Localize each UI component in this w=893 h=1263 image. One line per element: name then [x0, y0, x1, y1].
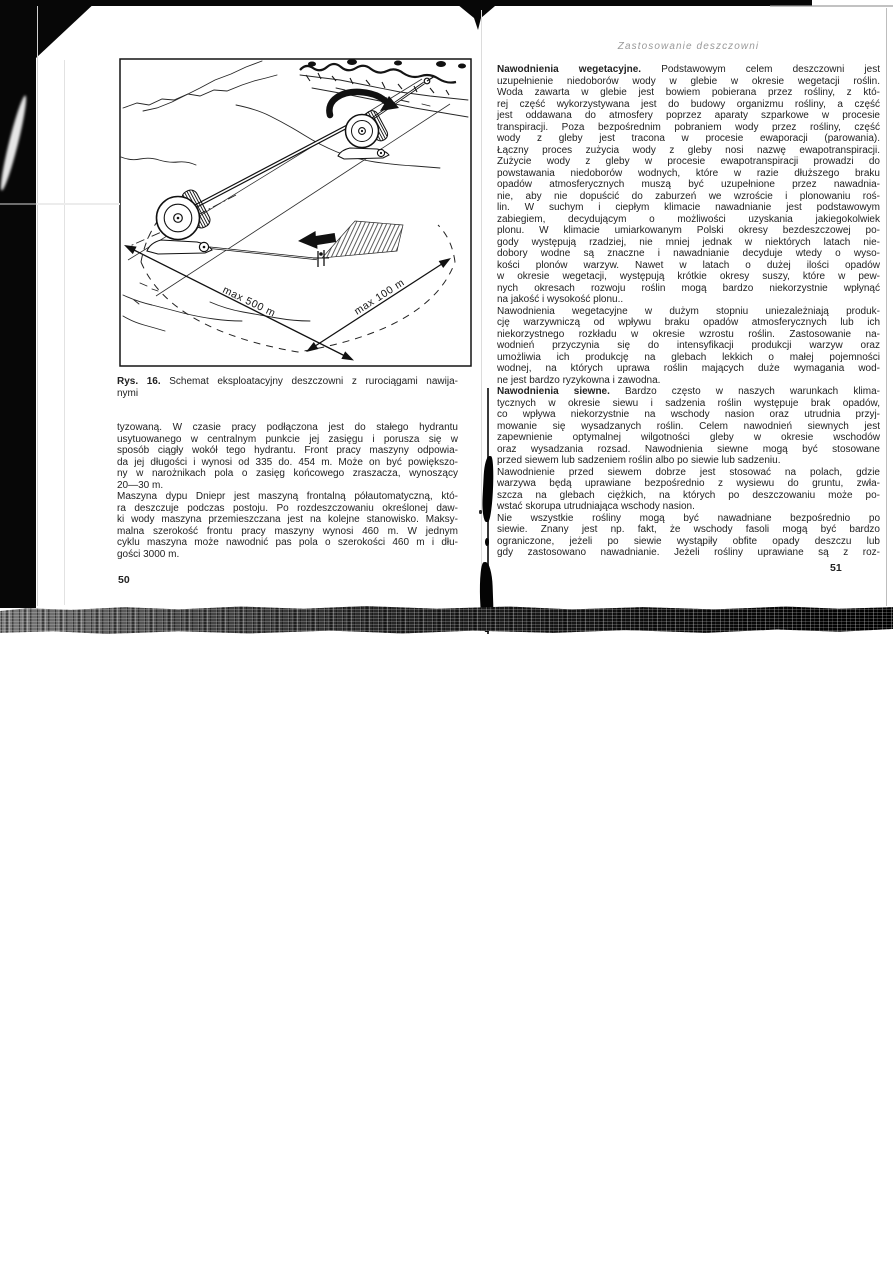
scan-top-edge-faint	[770, 5, 893, 7]
scan-scratch	[36, 203, 120, 205]
scan-page-bottom-edge-grain	[0, 606, 893, 634]
gutter-ink-smudge	[481, 456, 494, 522]
figure-caption	[117, 376, 458, 399]
scan-black-left-edge	[0, 0, 36, 608]
text-line: Maszyna dypu Dniepr jest maszyną frontalną półautomatyczną, któ-	[117, 491, 458, 502]
text-line: zabiegiem, decydującym o możliwości uzyskania jakiegokolwiek	[497, 213, 880, 225]
gutter-shadow-wedge	[452, 0, 502, 30]
text-line: Nawodnienia siewne. Bardzo często w naszych warunkach klima-	[497, 386, 880, 397]
text-line: Rys. 16. Schemat eksploatacyjny deszczowni z rurociągami nawija-	[117, 376, 458, 387]
text-line: na jakość i wysokość plonu..	[497, 294, 624, 305]
left-page-body-text	[117, 422, 458, 560]
text-line: wody z gleby jest tracona w procesie ewaporacji (parowania).	[497, 133, 880, 144]
dimension-label-100m: max 100 m	[352, 276, 407, 318]
text-line: da jej długości i wynosi od 335 do. 454 m. Może on być powiększo-	[117, 456, 458, 468]
dimension-label-500m: max 500 m	[220, 283, 278, 320]
sprinkler-machine-schematic-drawing	[119, 58, 472, 367]
text-line: niekorzystnego rozkładu w okresie wzrostu roślin. Zastosowanie na-	[497, 328, 880, 340]
text-line: ra deszczuje podczas postoju. Po rozdeszczowaniu określonej daw-	[117, 502, 458, 514]
text-line: rej część wykorzystywana jest do budowy organizmu rośliny, a część	[497, 98, 880, 110]
text-line: umożliwia ich produkcję na glebach lekkich o małej pojemności	[497, 351, 880, 363]
text-line: tyzowaną. W czasie pracy podłączona jest do stałego hydrantu	[117, 422, 458, 433]
text-line: gody występują rzadziej, nie mniej jednak w niektórych latach nie-	[497, 236, 880, 248]
right-page-edge-line	[886, 8, 887, 606]
text-line: Nawodnienia wegetacyjne w dużym stopniu uniezależniają produk-	[497, 305, 880, 317]
text-line: dobory wodne są znaczne i nawadnianie decyduje wtedy o wyso-	[497, 248, 880, 259]
paragraph	[497, 64, 880, 306]
text-line: Zużycie wody z gleby w procesie ewapotranspiracji prowadzi do	[497, 156, 880, 167]
gutter-ink-smudge	[485, 538, 489, 546]
text-line: wstać skorupa utrudniająca wschody nasion.	[497, 501, 695, 512]
running-head: Zastosowanie deszczowni	[617, 41, 760, 52]
text-line: gości 3000 m.	[117, 548, 180, 560]
text-line: malna szerokość frontu pracy maszyny wynosi 460 m. W jednym	[117, 525, 458, 537]
figure-rys-16	[119, 58, 472, 367]
left-page-shadow-line	[64, 60, 65, 605]
text-line: szcza na glebach ciężkich, na których po deszczowaniu może po-	[497, 489, 880, 501]
text-line: siewie. Znany jest np. fakt, że wschody fasoli mogą być bardzo	[497, 524, 880, 535]
paragraph	[117, 376, 458, 399]
scan-black-corner	[36, 0, 98, 58]
paragraph	[497, 306, 880, 387]
text-line: lin. W suchym i ciepłym klimacie nawadnianie jest podstawowym	[497, 202, 880, 213]
paragraph	[117, 491, 458, 560]
gutter-fold-line	[481, 10, 482, 605]
text-line: nymi	[117, 387, 139, 399]
text-line: cyklu maszyna może nawodnić pas pola o szerokości 460 m i dłu-	[117, 537, 458, 548]
text-line: usytuowanego w centralnym punkcie jej zasięgu i porusza się w	[117, 433, 458, 445]
text-line: 20—30 m.	[117, 479, 164, 491]
text-line: plonu. W klimacie umiarkowanym Polski okresy bezdeszczowej po-	[497, 225, 880, 236]
text-line: Woda zawarta w glebie jest bowiem pobierana przez rośliny, z któ-	[497, 87, 880, 98]
text-line: wodnej, na których uprawa roślin mających duże wymagania wod-	[497, 363, 880, 374]
paragraph	[497, 386, 880, 467]
text-line: co wpływa niekorzystnie na wschody nasion oraz utrudnia przyj-	[497, 409, 880, 420]
text-line: oraz wysadzania rozsad. Nawodnienia siewne mogą być stosowane	[497, 443, 880, 455]
scan-speck	[479, 510, 482, 514]
page-number-left: 50	[118, 574, 130, 586]
text-line: ki wody maszyna przemieszczana jest na kolejne stanowisko. Maksy-	[117, 514, 458, 525]
left-page-edge-line	[37, 6, 38, 606]
text-line: uzupełnienie niedoborów wody w glebie w okresie wegetacji roślin.	[497, 75, 880, 87]
paragraph	[497, 467, 880, 513]
text-line: nych okresach rozwoju roślin mogą bardzo niekorzystnie wpłynąć	[497, 282, 880, 294]
text-line: tycznych w okresie siewu i sadzenia roślin występuje brak opadów,	[497, 397, 880, 409]
text-line: Nawodnienia wegetacyjne. Podstawowym celem deszczowni jest	[497, 64, 880, 75]
text-line: sposób ciągły wokół tego hydrantu. Front pracy maszyny odpowia-	[117, 445, 458, 456]
text-line: Nawodnienie przed siewem dobrze jest stosować na polach, gdzie	[497, 466, 880, 478]
text-line: transpiracji. Poza bezpośrednim pobraniem wody przez rośliny, część	[497, 121, 880, 133]
text-line: przed siewem lub sadzeniem roślin albo po siewie lub sadzeniu.	[497, 455, 781, 466]
text-line: gdy zastosowano nawadnianie. Jeżeli rośliny uprawiane są z roz-	[497, 547, 880, 558]
text-line: zapewnienie optymalnej wilgotności gleby w okresie wschodów	[497, 432, 880, 443]
scan-scratch	[0, 203, 36, 205]
text-line: mowanie się wysadzanych roślin. Celem nawodnień siewnych jest	[497, 420, 880, 432]
text-line: Nie wszystkie rośliny mogą być nawadniane bezpośrednio po	[497, 512, 880, 524]
paragraph	[117, 422, 458, 491]
text-line: kości plonów warzyw. Nawet w latach o dużej ilości opadów	[497, 259, 880, 271]
paragraph	[497, 513, 880, 559]
text-line: cję warzywniczą od wpływu braku opadów atmosferycznych lub ich	[497, 317, 880, 328]
text-line: Łączny proces zużycia wody z gleby nosi nazwę ewapotranspiracji.	[497, 144, 880, 156]
text-line: ny w narożnikach pola o zasięg końcowego zraszacza, wynoszący	[117, 468, 458, 479]
text-line: opadów atmosferycznych muszą być uzupełnione przez nawadnia-	[497, 179, 880, 190]
text-line: jest oddawana do atmosfery poprzez aparaty szparkowe w procesie	[497, 110, 880, 121]
text-line: w okresie wegetacji, występują krótkie okresy suszy, które w pew-	[497, 271, 880, 282]
text-line: wodnień przyczynia się do intensyfikacji produkcji warzyw oraz	[497, 340, 880, 351]
right-page-body-text	[497, 64, 880, 559]
text-line: warzywa będą uprawiane bezpośrednio z wysiewu do gruntu, zwła-	[497, 478, 880, 489]
text-line: ograniczone, jeżeli po siewie wystąpiły obfite opady deszczu lub	[497, 535, 880, 547]
page-number-right: 51	[830, 562, 842, 574]
text-line: nie, aby nie dopuścić do zaburzeń we wzroście i plonowaniu roś-	[497, 190, 880, 202]
text-line: powstawania niedoborów wodnych, które w razie dłuższego braku	[497, 167, 880, 179]
text-line: ne jest bardzo ryzykowna i zawodna.	[497, 374, 661, 386]
scan-black-top-edge	[0, 0, 812, 6]
